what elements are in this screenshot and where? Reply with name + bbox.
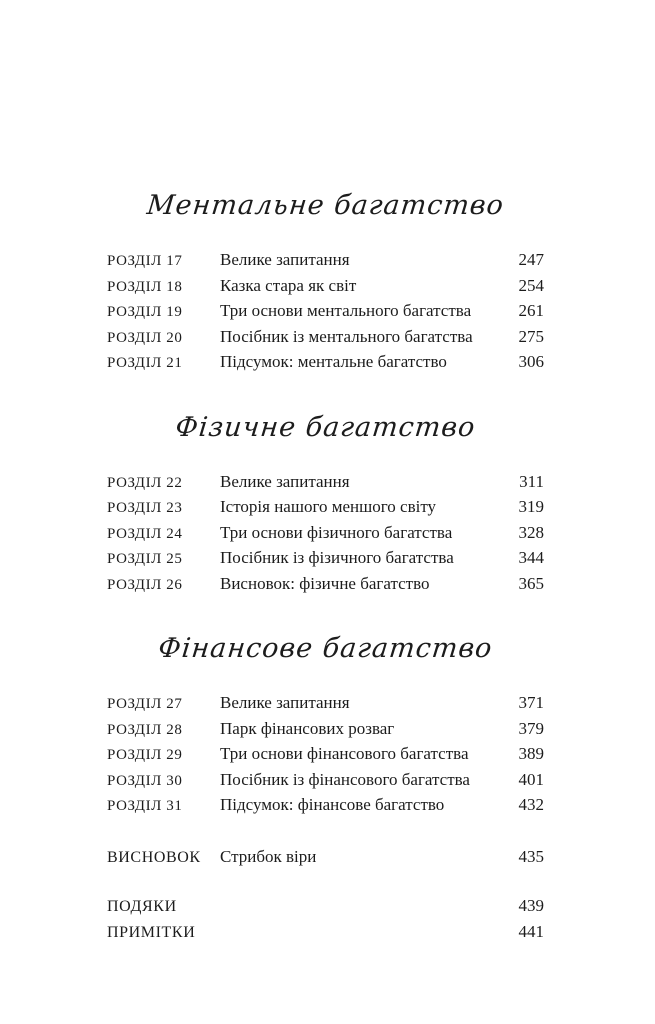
chapter-label: РОЗДІЛ 17 (107, 253, 183, 269)
chapter-title: Велике запитання (220, 250, 350, 269)
chapter-title: Велике запитання (220, 693, 350, 712)
toc-row-conclusion (107, 844, 544, 870)
backmatter-row (107, 919, 544, 945)
section-heading: Фінансове багатство (156, 632, 495, 664)
chapter-label: РОЗДІЛ 21 (107, 355, 183, 371)
chapter-page: 311 (519, 471, 544, 491)
chapter-page: 247 (518, 250, 544, 269)
chapter-page: 365 (518, 573, 544, 593)
toc-row (107, 716, 544, 742)
backmatter-label: ПОДЯКИ (107, 898, 177, 915)
chapter-page: 344 (518, 548, 544, 567)
chapter-label: РОЗДІЛ 27 (107, 696, 183, 712)
chapter-label: РОЗДІЛ 22 (107, 474, 183, 491)
chapter-page: 371 (518, 693, 544, 712)
section-heading: Фізичне багатство (173, 411, 478, 442)
toc-row (107, 273, 544, 299)
toc-row (107, 690, 544, 716)
toc-row (107, 324, 544, 350)
chapter-title: Три основи фізичного багатства (220, 522, 453, 542)
chapter-label: РОЗДІЛ 25 (107, 551, 183, 567)
chapter-label: РОЗДІЛ 23 (107, 500, 183, 516)
backmatter-page: 439 (518, 896, 544, 915)
chapter-label: РОЗДІЛ 20 (107, 329, 183, 346)
toc-row (107, 469, 544, 495)
chapter-label: РОЗДІЛ 26 (107, 576, 183, 593)
toc-row (107, 571, 544, 597)
chapter-title: Посібник із ментального багатства (220, 326, 473, 346)
toc-row (107, 545, 544, 571)
toc-row (107, 494, 544, 520)
chapter-title: Підсумок: ментальне багатство (220, 352, 447, 371)
chapter-label: РОЗДІЛ 19 (107, 304, 183, 320)
toc-row (107, 767, 544, 793)
section-rows (107, 247, 544, 375)
chapter-label: РОЗДІЛ 28 (107, 721, 183, 738)
chapter-page: 401 (518, 769, 544, 789)
chapter-label: РОЗДІЛ 29 (107, 747, 183, 763)
chapter-label: РОЗДІЛ 24 (107, 525, 183, 542)
conclusion-block (107, 844, 544, 870)
chapter-title: Історія нашого меншого світу (220, 497, 437, 516)
chapter-title: Стрибок віри (220, 846, 317, 866)
backmatter-row (107, 893, 544, 919)
toc-section (107, 183, 544, 375)
chapter-page: 389 (518, 744, 544, 763)
chapter-title: Велике запитання (220, 471, 350, 491)
chapter-title: Посібник із фізичного багатства (220, 548, 454, 567)
chapter-page: 275 (518, 326, 544, 346)
toc-row (107, 741, 544, 767)
toc-content (107, 0, 544, 944)
chapter-page: 435 (518, 846, 544, 866)
chapter-page: 328 (518, 522, 544, 542)
toc-section (107, 626, 544, 818)
chapter-page: 261 (518, 301, 544, 320)
chapter-title: Висновок: фізичне багатство (220, 573, 430, 593)
chapter-title: Посібник із фінансового багатства (220, 769, 470, 789)
toc-row (107, 520, 544, 546)
toc-row (107, 349, 544, 375)
chapter-title: Підсумок: фінансове багатство (220, 795, 445, 814)
section-rows (107, 469, 544, 597)
backmatter-page: 441 (518, 921, 544, 941)
chapter-page: 432 (518, 795, 544, 814)
toc-row (107, 792, 544, 818)
toc-row (107, 247, 544, 273)
chapter-label: ВИСНОВОК (107, 848, 201, 866)
chapter-page: 306 (518, 352, 544, 371)
chapter-label: РОЗДІЛ 30 (107, 772, 183, 789)
chapter-title: Три основи ментального багатства (220, 301, 472, 320)
chapter-label: РОЗДІЛ 18 (107, 278, 183, 295)
backmatter (107, 893, 544, 944)
chapter-page: 379 (518, 718, 544, 738)
section-heading: Ментальне багатство (145, 189, 506, 221)
toc-sections (107, 183, 544, 818)
toc-section (107, 405, 544, 597)
chapter-title: Три основи фінансового багатства (220, 744, 469, 763)
chapter-label: РОЗДІЛ 31 (107, 798, 183, 814)
chapter-title: Казка стара як світ (220, 275, 357, 295)
chapter-title: Парк фінансових розваг (220, 718, 395, 738)
toc-row (107, 298, 544, 324)
section-rows (107, 690, 544, 818)
chapter-page: 319 (518, 497, 544, 516)
backmatter-label: ПРИМІТКИ (107, 923, 196, 941)
chapter-page: 254 (518, 275, 544, 295)
